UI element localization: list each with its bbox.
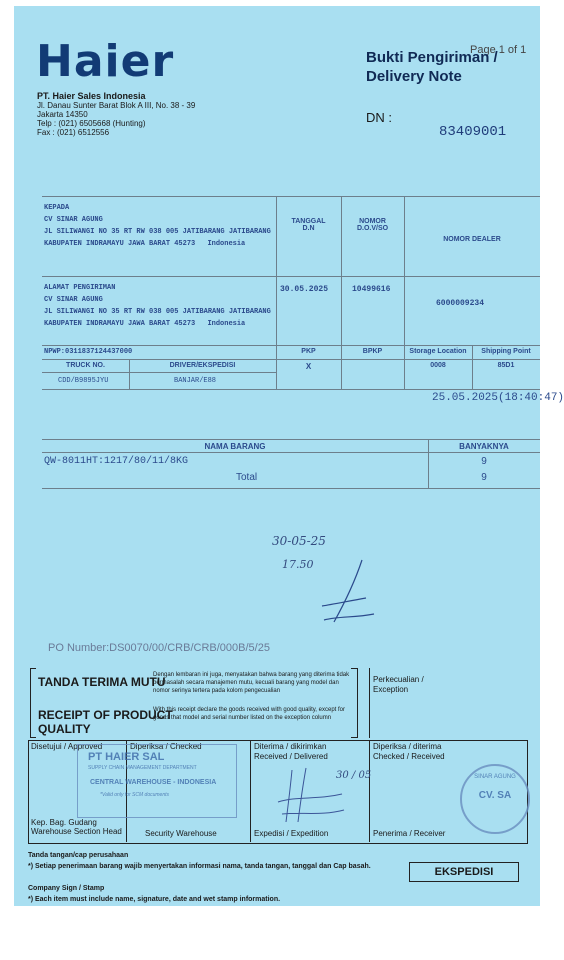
truck-header-line bbox=[42, 372, 276, 373]
consignee-country: Indonesia bbox=[207, 240, 246, 248]
page-indicator: Page 1 of 1 bbox=[470, 44, 527, 56]
title-line-1: Bukti Pengiriman / bbox=[366, 49, 498, 66]
footer-note-title-en: Company Sign / Stamp bbox=[28, 885, 105, 892]
quality-text-id: Dengan lembaran ini juga, menyatakan bahwa barang yang diterima tidak bermasalah secara manajemen mutu, kecuali barang yang model dan nomor serinya tertera pada kolom pengecualian bbox=[153, 672, 350, 694]
quality-heading-en-1: RECEIPT OF PRODUCT bbox=[38, 708, 173, 722]
table-col-3 bbox=[404, 196, 405, 389]
company-name: PT. Haier Sales Indonesia bbox=[37, 91, 146, 101]
expedisi-box: EKSPEDISI bbox=[409, 862, 519, 882]
truck-no: CDD/B9895JYU bbox=[58, 377, 109, 385]
dealer-number: 6000009234 bbox=[436, 299, 485, 308]
title-line-2: Delivery Note bbox=[366, 68, 462, 85]
dn-number: 83409001 bbox=[439, 124, 507, 140]
npwp: NPWP:0311837124437000 bbox=[44, 348, 133, 356]
shipping-label: ALAMAT PENGIRIMAN bbox=[44, 284, 116, 292]
quality-text-en: With this receipt declare the goods received with good quality, except for goods that model and serial number listed on the exception column bbox=[153, 707, 345, 721]
stamp-line-1: PT HAIER SAL bbox=[88, 751, 165, 763]
stamp-line-2: SUPPLY CHAIN MANAGEMENT DEPARTMENT bbox=[88, 765, 197, 771]
shipping-point-value: 85D1 bbox=[497, 362, 515, 369]
nomor-label: NOMOR bbox=[359, 218, 386, 225]
handwritten-date: 30-05-25 bbox=[272, 534, 326, 548]
sig-col-2 bbox=[250, 740, 251, 842]
shipping-date: 30.05.2025 bbox=[280, 285, 329, 294]
table-top-border bbox=[42, 196, 540, 197]
truck-no-label: TRUCK NO. bbox=[66, 362, 105, 369]
table-mid-border bbox=[42, 276, 540, 277]
exception-label bbox=[373, 675, 424, 695]
item-qty-header: BANYAKNYA bbox=[459, 442, 509, 451]
sig-delivered-role: Expedisi / Expedition bbox=[254, 829, 329, 838]
shipping-point-label: Shipping Point bbox=[481, 348, 531, 355]
document-title bbox=[366, 48, 498, 86]
warehouse-stamp bbox=[77, 744, 237, 818]
company-info bbox=[37, 92, 195, 137]
exception-box-border bbox=[369, 668, 370, 738]
items-top-border bbox=[42, 439, 540, 440]
shipping-name: CV SINAR AGUNG bbox=[44, 296, 103, 304]
shipping-address-1: JL SILIWANGI NO 35 RT RW 038 005 JATIBARANG JATIBARANG bbox=[44, 308, 271, 316]
round-stamp-outer: SINAR AGUNG bbox=[474, 774, 516, 780]
bracket-bottom-right bbox=[351, 737, 357, 738]
consignee-block bbox=[44, 202, 271, 250]
stamp-line-4: *Valid only for SCM documents bbox=[100, 792, 170, 798]
table-truck-border bbox=[42, 359, 540, 360]
pkp-label: PKP bbox=[301, 348, 316, 355]
exception-label-2: Exception bbox=[373, 685, 409, 694]
exception-label-1: Perkecualian / bbox=[373, 675, 424, 684]
company-phone: Telp : (021) 6505668 (Hunting) bbox=[37, 119, 146, 128]
storage-location-label: Storage Location bbox=[409, 348, 467, 355]
po-number: PO Number:DS0070/00/CRB/CRB/000B/5/25 bbox=[48, 642, 270, 654]
items-bottom-border bbox=[42, 488, 540, 489]
sig-approved-label: Disetujui / Approved bbox=[31, 742, 103, 751]
company-address-2: Jakarta 14350 bbox=[37, 110, 88, 119]
bracket-top-right bbox=[351, 668, 357, 669]
sig-checked-role: Security Warehouse bbox=[145, 829, 217, 838]
round-stamp-text: CV. SA bbox=[478, 790, 512, 801]
nomor-sub: D.O.V/SO bbox=[356, 225, 389, 232]
kepada-label: KEPADA bbox=[44, 204, 70, 212]
bracket-top-left bbox=[30, 668, 36, 669]
footer-notes bbox=[28, 850, 371, 905]
shipping-country: Indonesia bbox=[207, 320, 246, 328]
handwritten-time: 17.50 bbox=[282, 558, 314, 571]
item-row-qty: 9 bbox=[481, 456, 487, 467]
sig-delivered-label-2: Received / Delivered bbox=[254, 752, 328, 761]
sig-delivered-label bbox=[254, 742, 328, 762]
nomor-header bbox=[341, 218, 404, 232]
consignee-name: CV SINAR AGUNG bbox=[44, 216, 103, 224]
haier-logo: Haier bbox=[36, 36, 175, 87]
driver-signature bbox=[314, 554, 384, 629]
company-address-1: Jl. Danau Sunter Barat Blok A III, No. 38 - 39 bbox=[37, 101, 196, 110]
footer-note-line-en: *) Each item must include name, signature, date and wet stamp information. bbox=[28, 896, 281, 903]
order-number: 10499616 bbox=[352, 285, 391, 294]
quality-heading-en-2: QUALITY bbox=[38, 722, 91, 736]
delivery-note-sheet bbox=[14, 6, 564, 906]
quality-heading-id: TANDA TERIMA MUTU bbox=[38, 675, 166, 689]
footer-note-line: *) Setiap penerimaan barang wajib menyertakan informasi nama, tanda tangan, tanggal dan Cap basah. bbox=[28, 863, 371, 870]
sig-received-role: Penerima / Receiver bbox=[373, 829, 446, 838]
print-timestamp: 25.05.2025(18:40:47) bbox=[432, 392, 564, 404]
item-name-header: NAMA BARANG bbox=[204, 442, 266, 451]
sig-delivered-label-1: Diterima / dikirimkan bbox=[254, 742, 327, 751]
dealer-header: NOMOR DEALER bbox=[443, 236, 501, 243]
sig-checked-label: Diperiksa / Checked bbox=[130, 742, 202, 751]
company-round-stamp bbox=[460, 764, 530, 834]
shipping-block bbox=[44, 282, 271, 330]
sig-received-label bbox=[373, 742, 445, 762]
sig-approved-role-2: Warehouse Section Head bbox=[31, 827, 122, 836]
consignee-address-2: KABUPATEN INDRAMAYU JAWA BARAT 45273 bbox=[44, 240, 196, 248]
sig-col-3 bbox=[369, 740, 370, 842]
bracket-bottom-left bbox=[30, 737, 36, 738]
dn-label: DN : bbox=[366, 110, 392, 125]
storage-location-value: 0008 bbox=[430, 362, 446, 369]
stamp-line-3: CENTRAL WAREHOUSE - INDONESIA bbox=[90, 779, 217, 786]
tanggal-sub: D.N bbox=[302, 225, 315, 232]
handwritten-receive-date: 30 / 05 bbox=[336, 770, 372, 781]
shipping-address-2: KABUPATEN INDRAMAYU JAWA BARAT 45273 bbox=[44, 320, 196, 328]
tanggal-label: TANGGAL bbox=[291, 218, 326, 225]
pkp-mark: X bbox=[305, 362, 312, 371]
company-fax: Fax : (021) 6512556 bbox=[37, 128, 110, 137]
driver-name: BANJAR/E88 bbox=[174, 377, 217, 385]
footer-note-title: Tanda tangan/cap perusahaan bbox=[28, 852, 129, 859]
tanggal-header bbox=[276, 218, 341, 232]
sig-approved-role-1: Kep. Bag. Gudang bbox=[31, 818, 97, 827]
quality-left-bracket bbox=[30, 668, 31, 738]
consignee-address-1: JL SILIWANGI NO 35 RT RW 038 005 JATIBARANG JATIBARANG bbox=[44, 228, 271, 236]
total-label: Total bbox=[236, 472, 258, 483]
driver-label: DRIVER/EKSPEDISI bbox=[169, 362, 236, 369]
total-qty: 9 bbox=[481, 472, 487, 483]
sig-received-label-1: Diperiksa / diterima bbox=[373, 742, 442, 751]
sig-received-label-2: Checked / Received bbox=[373, 752, 445, 761]
table-bottom-border bbox=[42, 389, 540, 390]
sig-approved-role bbox=[31, 818, 122, 836]
bpkp-label: BPKP bbox=[362, 348, 383, 355]
quality-right-bracket bbox=[357, 668, 358, 738]
item-row-name: QW-8011HT:1217/80/11/8KG bbox=[44, 456, 189, 467]
items-header-border bbox=[42, 452, 540, 453]
